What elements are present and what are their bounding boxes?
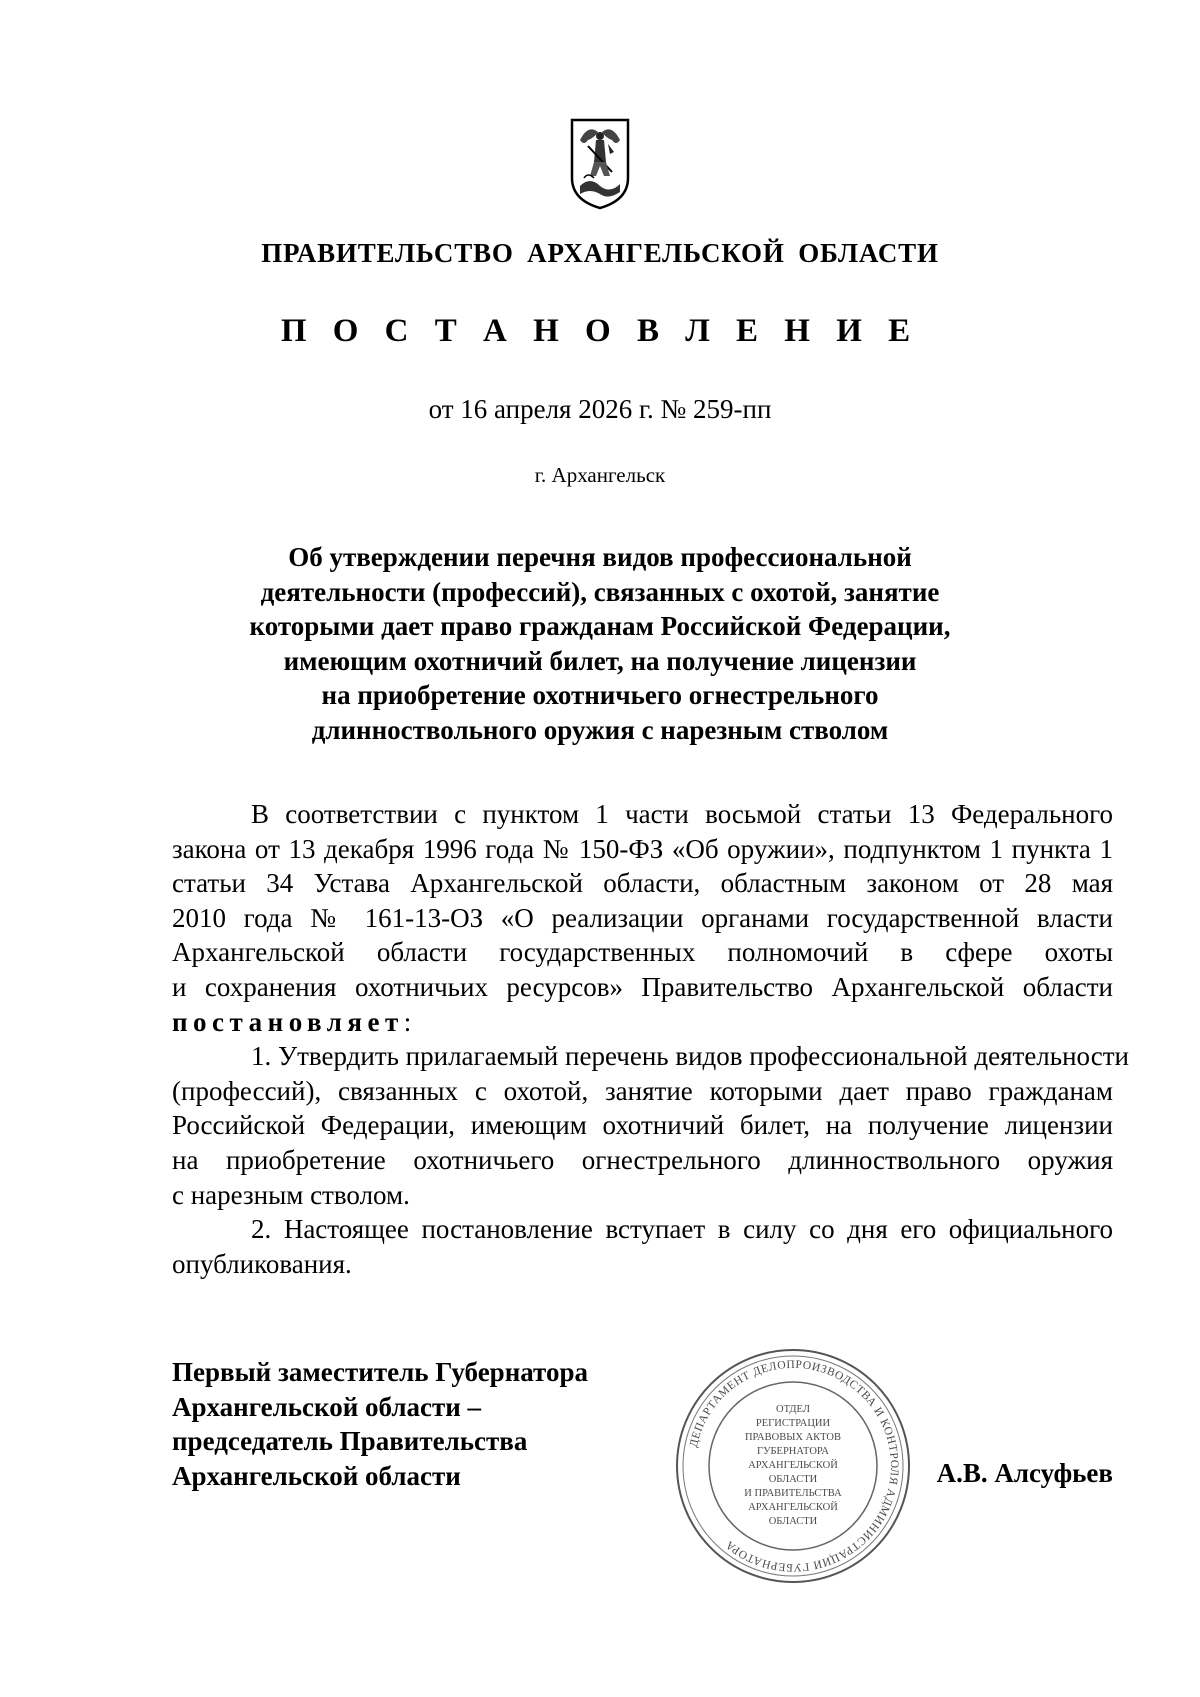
signatory-role-line: Архангельской области –: [172, 1391, 482, 1422]
preamble-line: 2010 года № 161-13-ОЗ «О реализации органами государственной власти: [172, 902, 1113, 933]
signatory-role-line: председатель Правительства: [172, 1426, 528, 1456]
subject-line: деятельности (профессий), связанных с охотой, занятие: [260, 576, 940, 607]
signatory-role-line: Первый заместитель Губернатора: [172, 1357, 588, 1387]
preamble-line: Архангельской области государственных полномочий в сфере охоты: [172, 937, 1113, 968]
seal-center-line: ОБЛАСТИ: [768, 1516, 818, 1527]
resolves-word: постановляет: [172, 1006, 404, 1037]
preamble-line: закона от 13 декабря 1996 года № 150-ФЗ «Об оружии», подпунктом 1 пункта 1: [172, 833, 1113, 864]
resolves-line: [172, 1005, 1113, 1040]
item-line: на приобретение охотничьего огнестрельного длинноствольного оружия: [172, 1144, 1113, 1175]
seal-center-line: ОТДЕЛ: [776, 1404, 810, 1415]
subject-line: которыми дает право гражданам Российской Федерации,: [249, 611, 951, 641]
signatory-name: А.В. Алсуфьев: [936, 1458, 1113, 1488]
seal-center-line: АРХАНГЕЛЬСКОЙ: [748, 1502, 838, 1513]
subject-line: на приобретение охотничьего огнестрельного: [321, 680, 879, 710]
item-line: Российской Федерации, имеющим охотничий билет, на получение лицензии: [172, 1110, 1113, 1141]
resolves-colon: :: [403, 1006, 412, 1037]
official-seal-stamp: [673, 1346, 913, 1586]
document-date-number: от 16 апреля 2026 г. № 259-пп: [428, 394, 772, 424]
item-line: (профессий), связанных с охотой, занятие которыми дает право гражданам: [172, 1075, 1113, 1106]
document-subject: [150, 540, 1050, 747]
seal-center-line: АРХАНГЕЛЬСКОЙ: [748, 1460, 838, 1471]
item-line: 2. Настоящее постановление вступает в силу со дня его официального: [251, 1214, 1113, 1245]
seal-ring-text: ДЕПАРТАМЕНТ ДЕЛОПРОИЗВОДСТВА И КОНТРОЛЯ АДМИНИСТРАЦИИ ГУБЕРНАТОРА: [687, 1358, 901, 1574]
seal-center-line: ОБЛАСТИ: [768, 1474, 818, 1485]
item-line: с нарезным стволом.: [172, 1179, 410, 1210]
subject-line: Об утверждении перечня видов профессиональной: [288, 542, 912, 572]
coat-of-arms-icon: [568, 116, 632, 212]
signatory-role: [172, 1355, 588, 1493]
preamble-line: статьи 34 Устава Архангельской области, областным законом от 28 мая: [172, 868, 1113, 899]
government-title: ПРАВИТЕЛЬСТВО АРХАНГЕЛЬСКОЙ ОБЛАСТИ: [261, 238, 939, 268]
signatory-role-line: Архангельской области: [172, 1460, 461, 1491]
preamble-line: и сохранения охотничьих ресурсов» Правительство Архангельской области: [172, 971, 1113, 1002]
preamble-line: В соответствии с пунктом 1 части восьмой статьи 13 Федерального: [251, 799, 1113, 829]
document-type: П О С Т А Н О В Л Е Н И Е: [280, 313, 920, 349]
subject-line: длинноствольного оружия с нарезным стволом: [311, 714, 889, 745]
subject-line: имеющим охотничий билет, на получение лицензии: [283, 645, 917, 676]
item-line: опубликования.: [172, 1248, 352, 1279]
seal-center-line: ГУБЕРНАТОРА: [757, 1446, 829, 1457]
seal-center-line: РЕГИСТРАЦИИ: [755, 1418, 831, 1429]
document-body: [172, 797, 1129, 1281]
seal-center-line: И ПРАВИТЕЛЬСТВА: [744, 1488, 842, 1499]
seal-center-line: ПРАВОВЫХ АКТОВ: [744, 1432, 842, 1443]
item-line: 1. Утвердить прилагаемый перечень видов профессиональной деятельности: [251, 1041, 1129, 1072]
document-city: г. Архангельск: [534, 463, 666, 487]
